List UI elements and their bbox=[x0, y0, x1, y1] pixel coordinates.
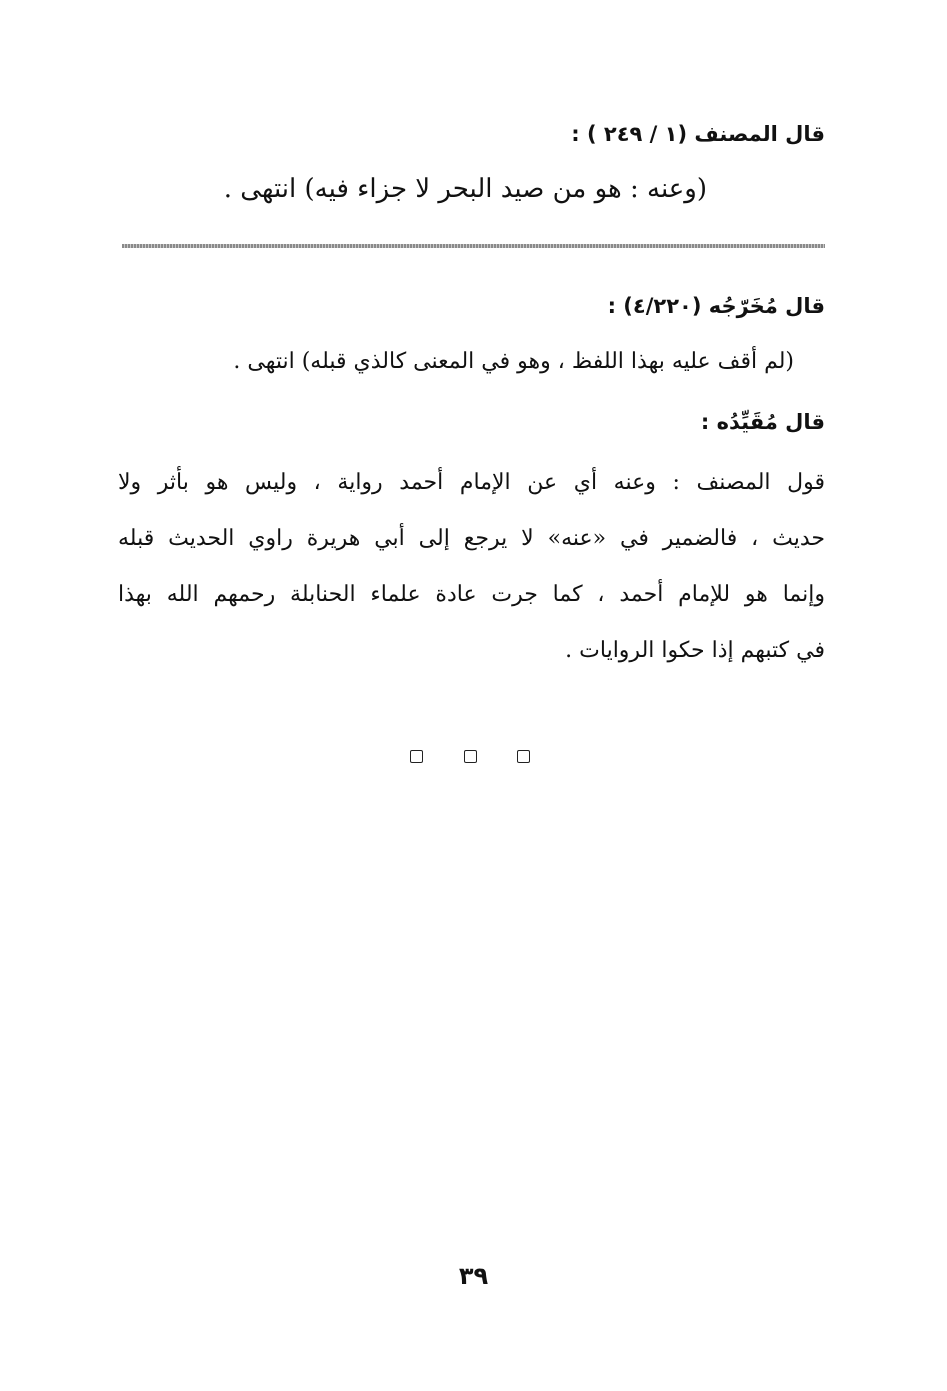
commentator-heading: قال مُقَيِّدُه : bbox=[700, 410, 825, 434]
takhrij-heading: قال مُخَرّجُه (٤/٢٢٠) : bbox=[607, 294, 825, 318]
page-number: ٣٩ bbox=[458, 1262, 489, 1290]
square-icon bbox=[410, 750, 423, 763]
section-divider bbox=[122, 244, 825, 248]
commentary-line: قول المصنف : وعنه أي عن الإمام أحمد رواية ، وليس هو بأثر ولا bbox=[118, 470, 826, 495]
square-icon bbox=[464, 750, 477, 763]
commentary-paragraph bbox=[118, 455, 825, 679]
author-heading: قال المصنف (١ / ٢٤٩ ) : bbox=[571, 122, 825, 146]
author-quote: (وعنه : هو من صيد البحر لا جزاء فيه) انتهى . bbox=[223, 174, 707, 204]
commentary-line: وإنما هو للإمام أحمد ، كما جرت عادة علماء الحنابلة رحمهم الله بهذا bbox=[118, 582, 825, 607]
section-end-ornament bbox=[410, 750, 530, 763]
commentary-line: حديث ، فالضمير في «عنه» لا يرجع إلى أبي هريرة راوي الحديث قبله bbox=[118, 526, 825, 551]
square-icon bbox=[517, 750, 530, 763]
takhrij-quote: (لم أقف عليه بهذا اللفظ ، وهو في المعنى كالذي قبله) انتهى . bbox=[233, 349, 794, 374]
commentary-line: في كتبهم إذا حكوا الروايات . bbox=[565, 638, 825, 663]
